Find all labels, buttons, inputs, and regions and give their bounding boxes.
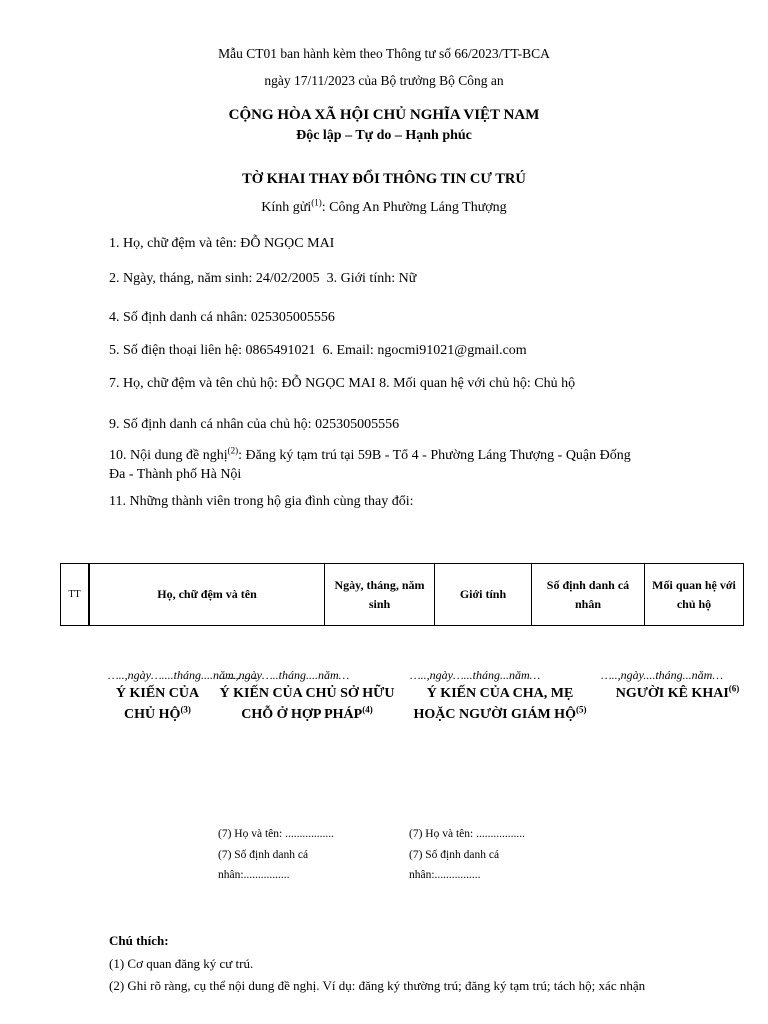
- sig-title-owner: [218, 683, 396, 725]
- sig-title-parent: [405, 683, 595, 725]
- field-10: [109, 445, 631, 464]
- sig-title-declarant: [610, 683, 745, 704]
- table-header-name: Họ, chữ đệm và tên: [90, 564, 325, 625]
- sig-date-parent: …..,ngày…...tháng...năm…: [410, 668, 541, 682]
- note-2: (2) Ghi rõ ràng, cụ thể nội dung đề nghị. Ví dụ: đăng ký thường trú; đăng ký tạm trú; tách hộ; xác nhận: [109, 978, 646, 993]
- motto: Độc lập – Tự do – Hạnh phúc: [296, 128, 472, 143]
- field-2-3: [109, 271, 416, 287]
- notes-heading: Chú thích:: [109, 933, 169, 948]
- owner-id-line-1: (7) Số định danh cá: [218, 849, 309, 861]
- field-6-value: ngocmi91021@gmail.com: [377, 343, 527, 358]
- field-7-value: ĐỖ NGỌC MAI: [281, 376, 376, 391]
- form-date-line: ngày 17/11/2023 của Bộ trưởng Bộ Công an: [264, 73, 504, 88]
- field-1-value: ĐỖ NGỌC MAI: [240, 236, 335, 251]
- greeting-value: : Công An Phường Láng Thượng: [321, 200, 507, 215]
- table-header-tt: TT: [61, 564, 90, 625]
- sig-footnote-4: (4): [362, 704, 373, 715]
- field-2-value: 24/02/2005: [255, 271, 320, 286]
- sig-footnote-6: (6): [728, 683, 740, 694]
- field-6-label: 6. Email:: [315, 343, 378, 358]
- parent-name-line: (7) Họ và tên: .................: [409, 828, 525, 840]
- table-header-id: Số định danh cá nhân: [532, 564, 645, 625]
- field-5-label: 5. Số điện thoại liên hệ:: [109, 343, 246, 358]
- sig-title-household-head-text: Ý KIẾN CỦA CHỦ HỘ: [115, 686, 200, 722]
- table-header-relation: Mối quan hệ với chủ hộ: [652, 577, 736, 611]
- field-1-label: 1. Họ, chữ đệm và tên:: [109, 236, 241, 251]
- field-9-label: 9. Số định danh cá nhân của chủ hộ:: [109, 417, 316, 432]
- sig-date-owner: …..,ngày…..tháng....năm…: [219, 668, 350, 682]
- field-4-label: 4. Số định danh cá nhân:: [109, 310, 251, 325]
- field-9-value: 025305005556: [315, 417, 400, 432]
- field-2-label: 2. Ngày, tháng, năm sinh:: [109, 271, 256, 286]
- owner-name-line: (7) Họ và tên: .................: [218, 828, 334, 840]
- parent-id-line-2: nhân:................: [409, 869, 481, 881]
- field-1: [109, 236, 334, 252]
- sig-title-parent-text: Ý KIẾN CỦA CHA, MẸ HOẶC NGƯỜI GIÁM HỘ: [413, 686, 576, 722]
- field-10-footnote: (2): [227, 445, 239, 456]
- field-3-value: Nữ: [398, 271, 417, 286]
- table-header-gender: Giới tính: [435, 564, 532, 625]
- field-10-continued: Đa - Thành phố Hà Nội: [109, 467, 242, 482]
- field-7-label: 7. Họ, chữ đệm và tên chủ hộ:: [109, 376, 282, 391]
- greeting-footnote: (1): [311, 197, 322, 208]
- field-10-label: 10. Nội dung đề nghị: [109, 448, 228, 463]
- field-7-8: [109, 376, 575, 392]
- owner-id-line-2: nhân:................: [218, 869, 290, 881]
- sig-date-household-head: …..,ngày…....tháng....năm…….: [108, 668, 259, 682]
- greeting-line: [0, 197, 768, 216]
- field-4: [109, 310, 335, 326]
- field-9: [109, 417, 399, 433]
- sig-footnote-3: (3): [180, 704, 191, 715]
- sig-date-declarant: …..,ngày....tháng...năm…: [601, 668, 724, 682]
- nation-title: CỘNG HÒA XÃ HỘI CHỦ NGHĨA VIỆT NAM: [228, 107, 540, 123]
- table-header-dob: Ngày, tháng, năm sinh: [325, 564, 435, 625]
- parent-id-line-1: (7) Số định danh cá: [409, 849, 500, 861]
- field-11: 11. Những thành viên trong hộ gia đình cùng thay đổi:: [109, 494, 414, 509]
- sig-title-owner-text: Ý KIẾN CỦA CHỦ SỞ HỮU CHỖ Ở HỢP PHÁP: [219, 686, 395, 722]
- form-code-line: Mẫu CT01 ban hành kèm theo Thông tư số 66/2023/TT-BCA: [218, 46, 550, 61]
- greeting-prefix: Kính gửi: [261, 200, 312, 215]
- field-8-value: Chủ hộ: [534, 376, 576, 391]
- sig-title-household-head: [100, 683, 215, 725]
- document-title: TỜ KHAI THAY ĐỔI THÔNG TIN CƯ TRÚ: [242, 171, 526, 187]
- field-4-value: 025305005556: [250, 310, 335, 325]
- field-5-6: [109, 343, 527, 359]
- members-table: [60, 563, 744, 626]
- field-5-value: 0865491021: [245, 343, 316, 358]
- field-3-label: 3. Giới tính:: [319, 271, 399, 286]
- field-8-label: 8. Mối quan hệ với chủ hộ:: [375, 376, 535, 391]
- field-10-value: : Đăng ký tạm trú tại 59B - Tổ 4 - Phường Láng Thượng - Quận Đống: [238, 448, 631, 463]
- sig-footnote-5: (5): [575, 704, 587, 715]
- note-1: (1) Cơ quan đăng ký cư trú.: [109, 956, 254, 971]
- sig-title-declarant-text: NGƯỜI KÊ KHAI: [615, 686, 729, 701]
